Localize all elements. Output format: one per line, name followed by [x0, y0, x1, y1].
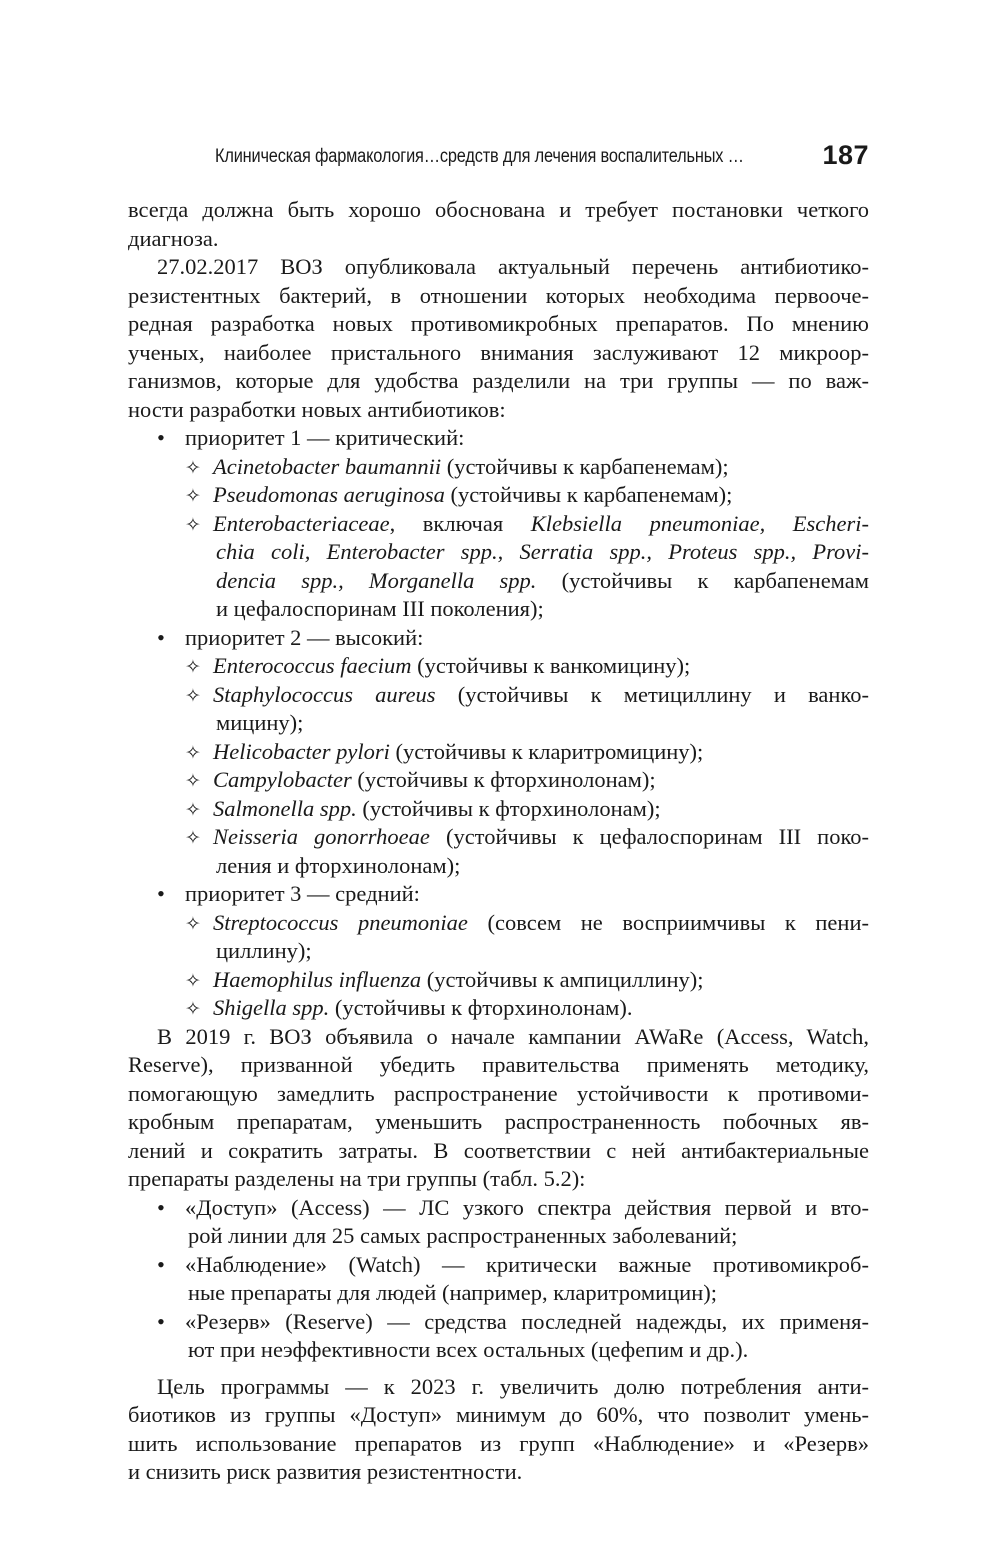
sub-list-text: (устойчивы к метициллину и ванко- [435, 681, 869, 707]
sub-list-item [128, 510, 869, 539]
text-line: диагноза. [128, 225, 219, 251]
sub-list-continuation: мицину); [216, 710, 304, 735]
text-line: лений и сократить затраты. В соответствии с ней антибактериальные [128, 1137, 869, 1163]
bullet-icon: • [157, 1251, 165, 1277]
text-line: 27.02.2017 ВОЗ опубликовала актуальный перечень антибиотико- [157, 254, 869, 279]
sub-list-text: (совсем не восприимчивы к пени- [467, 909, 869, 935]
list-item [128, 880, 869, 909]
bullet-icon: • [157, 1194, 165, 1220]
sub-list-item [128, 766, 869, 795]
species-name: chia coli, Enterobacter spp., Serratia spp., Proteus spp., Provi- [216, 539, 869, 564]
page-number: 187 [822, 140, 869, 170]
sub-list-text: (устойчивы к карбапенемам); [444, 482, 733, 507]
diamond-icon: ✧ [185, 457, 201, 479]
list-continuation: ют при неэффективности всех остальных (цефепим и др.). [188, 1337, 749, 1362]
sub-list-text: , включая [389, 510, 531, 536]
species-name: Staphylococcus aureus [213, 681, 436, 707]
sub-list-text: (устойчивы к ампициллину); [421, 966, 704, 992]
diamond-icon: ✧ [185, 514, 201, 536]
text-line: Reserve), призванной убедить правительства применять методику, [128, 1052, 869, 1077]
species-name: Haemophilus influenza [213, 966, 422, 992]
sub-list-text: (устойчивы к фторхинолонам). [329, 995, 633, 1020]
bullet-icon: • [157, 1308, 165, 1334]
sub-list-continuation: и цефалоспоринам III поколения); [216, 596, 544, 621]
species-name: Enterobacteriaceae [213, 510, 390, 536]
sub-list-continuation: ления и фторхинолонам); [216, 852, 461, 878]
list-item-text: «Доступ» (Access) — ЛС узкого спектра действия первой и вто- [185, 1194, 869, 1220]
sub-list-continuation [128, 538, 869, 567]
list-item-text: приоритет 3 — средний: [185, 881, 420, 906]
text-line: ученых, наиболее пристального внимания заслуживают 12 микроор- [128, 339, 869, 365]
text-line: редная разработка новых противомикробных препаратов. По мнению [128, 311, 869, 336]
species-name: Pseudomonas aeruginosa [213, 482, 445, 507]
sub-list-text: (устойчивы к карбапенемам [536, 567, 869, 593]
sub-list-item [128, 681, 869, 710]
sub-list-item [128, 738, 869, 767]
species-name: Neisseria gonorrhoeae [213, 824, 430, 849]
text-line: препараты разделены на три группы (табл. 5.2): [128, 1166, 586, 1191]
list-item-text: приоритет 1 — критический: [185, 425, 465, 450]
sub-list-continuation [128, 567, 869, 596]
bullet-icon: • [157, 881, 165, 906]
diamond-icon: ✧ [185, 913, 201, 935]
species-name: Klebsiella pneumoniae, Escheri- [530, 510, 869, 536]
species-name: Acinetobacter baumannii [213, 453, 442, 479]
species-name: Shigella spp. [213, 995, 330, 1020]
text-line: Цель программы — к 2023 г. увеличить долю потребления анти- [157, 1373, 869, 1399]
species-name: Salmonella spp. [213, 795, 357, 821]
list-item [128, 624, 869, 653]
sub-list-item [128, 823, 869, 852]
species-name: Helicobacter pylori [213, 738, 390, 764]
sub-list-item [128, 652, 869, 681]
page-header [215, 142, 869, 174]
diamond-icon: ✧ [185, 771, 201, 792]
list-item [128, 1251, 869, 1280]
diamond-icon: ✧ [185, 742, 201, 764]
sub-list-text: (устойчивы к ванкомицину); [411, 653, 691, 678]
diamond-icon: ✧ [185, 999, 201, 1020]
species-name: Campylobacter [213, 767, 352, 792]
diamond-icon: ✧ [185, 685, 201, 707]
diamond-icon: ✧ [185, 799, 201, 821]
list-item [128, 424, 869, 453]
sub-list-item [128, 966, 869, 995]
diamond-icon: ✧ [185, 657, 201, 678]
sub-list-text: (устойчивы к фторхинолонам); [356, 795, 661, 821]
text-line: резистентных бактерий, в отношении которых необходима первооче- [128, 282, 869, 308]
text-line: ганизмов, которые для удобства разделили на три группы — по важ- [128, 368, 869, 393]
sub-list-continuation: циллину); [216, 938, 312, 963]
sub-list-item [128, 453, 869, 482]
species-name: Streptococcus pneumoniae [213, 909, 468, 935]
list-item [128, 1308, 869, 1337]
sub-list-item [128, 994, 869, 1023]
list-item-text: «Наблюдение» (Watch) — критически важные противомикроб- [185, 1251, 869, 1277]
list-item-text: «Резерв» (Reserve) — средства последней надежды, их применя- [185, 1308, 869, 1334]
diamond-icon: ✧ [185, 828, 201, 849]
sub-list-item [128, 481, 869, 510]
text-line: кробным препаратам, уменьшить распространенность побочных яв- [128, 1109, 869, 1134]
bullet-icon: • [157, 624, 165, 650]
sub-list-item [128, 795, 869, 824]
text-line: всегда должна быть хорошо обоснована и требует постановки четкого [128, 197, 869, 222]
running-title: Клиническая фармакология…средств для лечения воспалительных … [215, 146, 744, 167]
text-line: В 2019 г. ВОЗ объявила о начале кампании AWaRe (Access, Watch, [157, 1023, 869, 1049]
text-line: ности разработки новых антибиотиков: [128, 396, 506, 422]
list-continuation: ные препараты для людей (например, кларитромицин); [188, 1280, 717, 1305]
sub-list-item [128, 909, 869, 938]
sub-list-text: (устойчивы к карбапенемам); [441, 453, 729, 479]
text-line: помогающую замедлить распространение устойчивости к противоми- [128, 1080, 869, 1106]
species-name: dencia spp., Morganella spp. [216, 567, 537, 593]
species-name: Enterococcus faecium [213, 653, 412, 678]
sub-list-text: (устойчивы к фторхинолонам); [351, 767, 656, 792]
diamond-icon: ✧ [185, 486, 201, 507]
bullet-icon: • [157, 425, 165, 450]
sub-list-text: (устойчивы к цефалоспоринам III поко- [429, 824, 869, 849]
text-line: биотиков из группы «Доступ» минимум до 60%, что позволит умень- [128, 1402, 869, 1427]
diamond-icon: ✧ [185, 970, 201, 992]
paragraph-gap [128, 1365, 869, 1373]
list-continuation: рой линии для 25 самых распространенных заболеваний; [188, 1223, 738, 1248]
list-item [128, 1194, 869, 1223]
list-item-text: приоритет 2 — высокий: [185, 624, 424, 650]
text-line: шить использование препаратов из групп «Наблюдение» и «Резерв» [128, 1430, 869, 1456]
sub-list-text: (устойчивы к кларитромицину); [389, 738, 704, 764]
text-line: и снизить риск развития резистентности. [128, 1459, 523, 1484]
body-text [128, 196, 869, 1487]
